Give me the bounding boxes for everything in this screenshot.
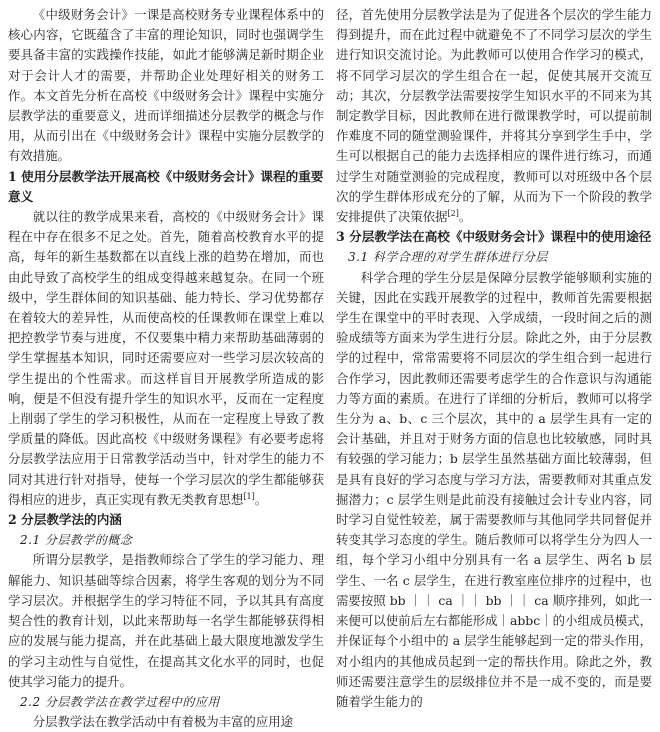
left-column	[8, 5, 324, 730]
continued-paragraph	[336, 5, 652, 227]
continued-end: 。	[458, 209, 472, 225]
section-1-heading: 1 使用分层教学法开展高校《中级财务会计》课程的重要意义	[8, 168, 324, 204]
section-2-2-heading: 2.2 分层教学法在教学过程中的应用	[20, 694, 220, 709]
section-3-1-heading: 3.1 科学合理的对学生群体进行分层	[348, 250, 548, 265]
intro-paragraph: 《中级财务会计》一课是高校财务专业课程体系中的核心内容，它既蕴含了丰富的理论知识，同时也强调学生要具备丰富的实践操作技能，如此才能够满足新时期企业对于会计人才的需要，并帮助企业处理好相关的财务工作。本文首先分析在高校《中级财务会计》课程中实施分层教学法的重要意义，进而详细描述分层教学的概念与作用，从而引出在《中级财务会计》课程中实施分层教学的有效措施。	[8, 7, 324, 164]
section-3-1-paragraph: 科学合理的学生分层是保障分层教学能够顺利实施的关键，因此在实践开展教学的过程中，教师首先需要根据学生在课堂中的平时表现、入学成绩，一段时间之后的测验成绩等方面来为学生进行分层。除此之外，由于分层教学的过程中，常常需要将不同层次的学生组合到一起进行合作学习，因此教师还需要考虑学生的合作意识与沟通能力等方面的素质。在进行了详细的分析后，教师可以将学生分为 a、b、c 三个层次，其中的 a 层学生具有一定的会计基础，并且对于财务方面的信息也比较敏感，同时具有较强的学习能力；b 层学生虽然基础方面比较薄弱，但是具有良好的学习态度与学习方法，需要教师对其重点发掘潜力；c 层学生则是此前没有接触过会计专业内容，同时学习自觉性较差，属于需要教师与其他同学共同督促并转变其学习态度的学生。随后教师可以将学生分为四人一组，每个学习小组中分别具有一名 a 层学生、两名 b 层学生、一名 c 层学生，在进行教室座位排序的过程中，也需要按照 bb ｜｜ ca ｜｜ bb ｜｜ ca 顺序排列，如此一来便可以使前后左右都能形成｜abbc｜的小组成员模式，并保证每个小组中的 a 层学生能够起到一定的带头作用，对小组内的其他成员起到一定的帮扶作用。除此之外，教师还需要注意学生的层级排位并不是一成不变的，而是要随着学生能力的	[336, 269, 652, 709]
right-column	[336, 5, 652, 709]
section-2-2-paragraph: 分层教学法在教学活动中有着极为丰富的应用途	[32, 714, 293, 730]
section-2-1-heading: 2.1 分层教学的概念	[20, 533, 133, 548]
section-1-end: 。	[254, 491, 268, 507]
section-2-1-paragraph: 所谓分层教学，是指教师综合了学生的学习能力、理解能力、知识基础等综合因素，将学生客观的划分为不同学习层次。并根据学生的学习特征不同，予以其具有高度契合性的教育计划，以此来帮助每一名学生都能够获得相应的发展与能力提高，并在此基础上最大限度地激发学生的学习主动性与自觉性，在提高其文化水平的同时，也促使其学习能力的提升。	[8, 552, 324, 689]
citation-ref: [1]	[243, 491, 255, 501]
section-3-heading: 3 分层教学法在高校《中级财务会计》课程中的使用途径	[336, 229, 652, 245]
section-2-heading: 2 分层教学法的内涵	[8, 512, 122, 528]
citation-ref: [2]	[447, 208, 459, 218]
section-1-paragraph	[8, 207, 324, 510]
continued-text: 径，首先使用分层教学法是为了促进各个层次的学生能力得到提升，而在此过程中就避免不了不同学习层次的学生进行知识交流讨论。为此教师可以使用合作学习的模式，将不同学习层次的学生组合在一起，促使其展开交流互动；其次，分层教学法需要按学生知识水平的不同来为其制定教学目标，因此教师在进行微课教学时，可以提前制作难度不同的随堂测验课件，并将其分享到学生手中，学生可以根据自己的能力去选择相应的课件进行练习，而通过学生对随堂测验的完成程度，教师可以对班级中各个层次的学生群体形成充分的了解，从而为下一个阶段的教学安排提供了决策依据	[336, 7, 652, 225]
section-1-text: 就以往的教学成果来看，高校的《中级财务会计》课程在中存在很多不足之处。首先，随着高校教育水平的提高，每年的新生基数都在以直线上涨的趋势在增加，而也由此导致了高校学生的组成变得越来越复杂。在同一个班级中，学生群体间的知识基础、能力特长、学习优势都存在着较大的差异性，从而使高校的任课教师在课堂上难以把控教学节奏与进度，不仅要集中精力来帮助基础薄弱的学生掌握基本知识，同时还需要应对一些学习层次较高的学生提出的个性需求。而这样盲目开展教学所造成的影响，便是不但没有提升学生的知识水平，反而在一定程度上削弱了学生的学习积极性，从而在一定程度上导致了教学质量的降低。因此高校《中级财务课程》有必要考虑将分层教学法应用于日常教学活动当中，针对学生的能力不同对其进行针对指导，使每一个学习层次的学生都能够获得相应的进步，真正实现有教无类教育思想	[8, 209, 324, 507]
